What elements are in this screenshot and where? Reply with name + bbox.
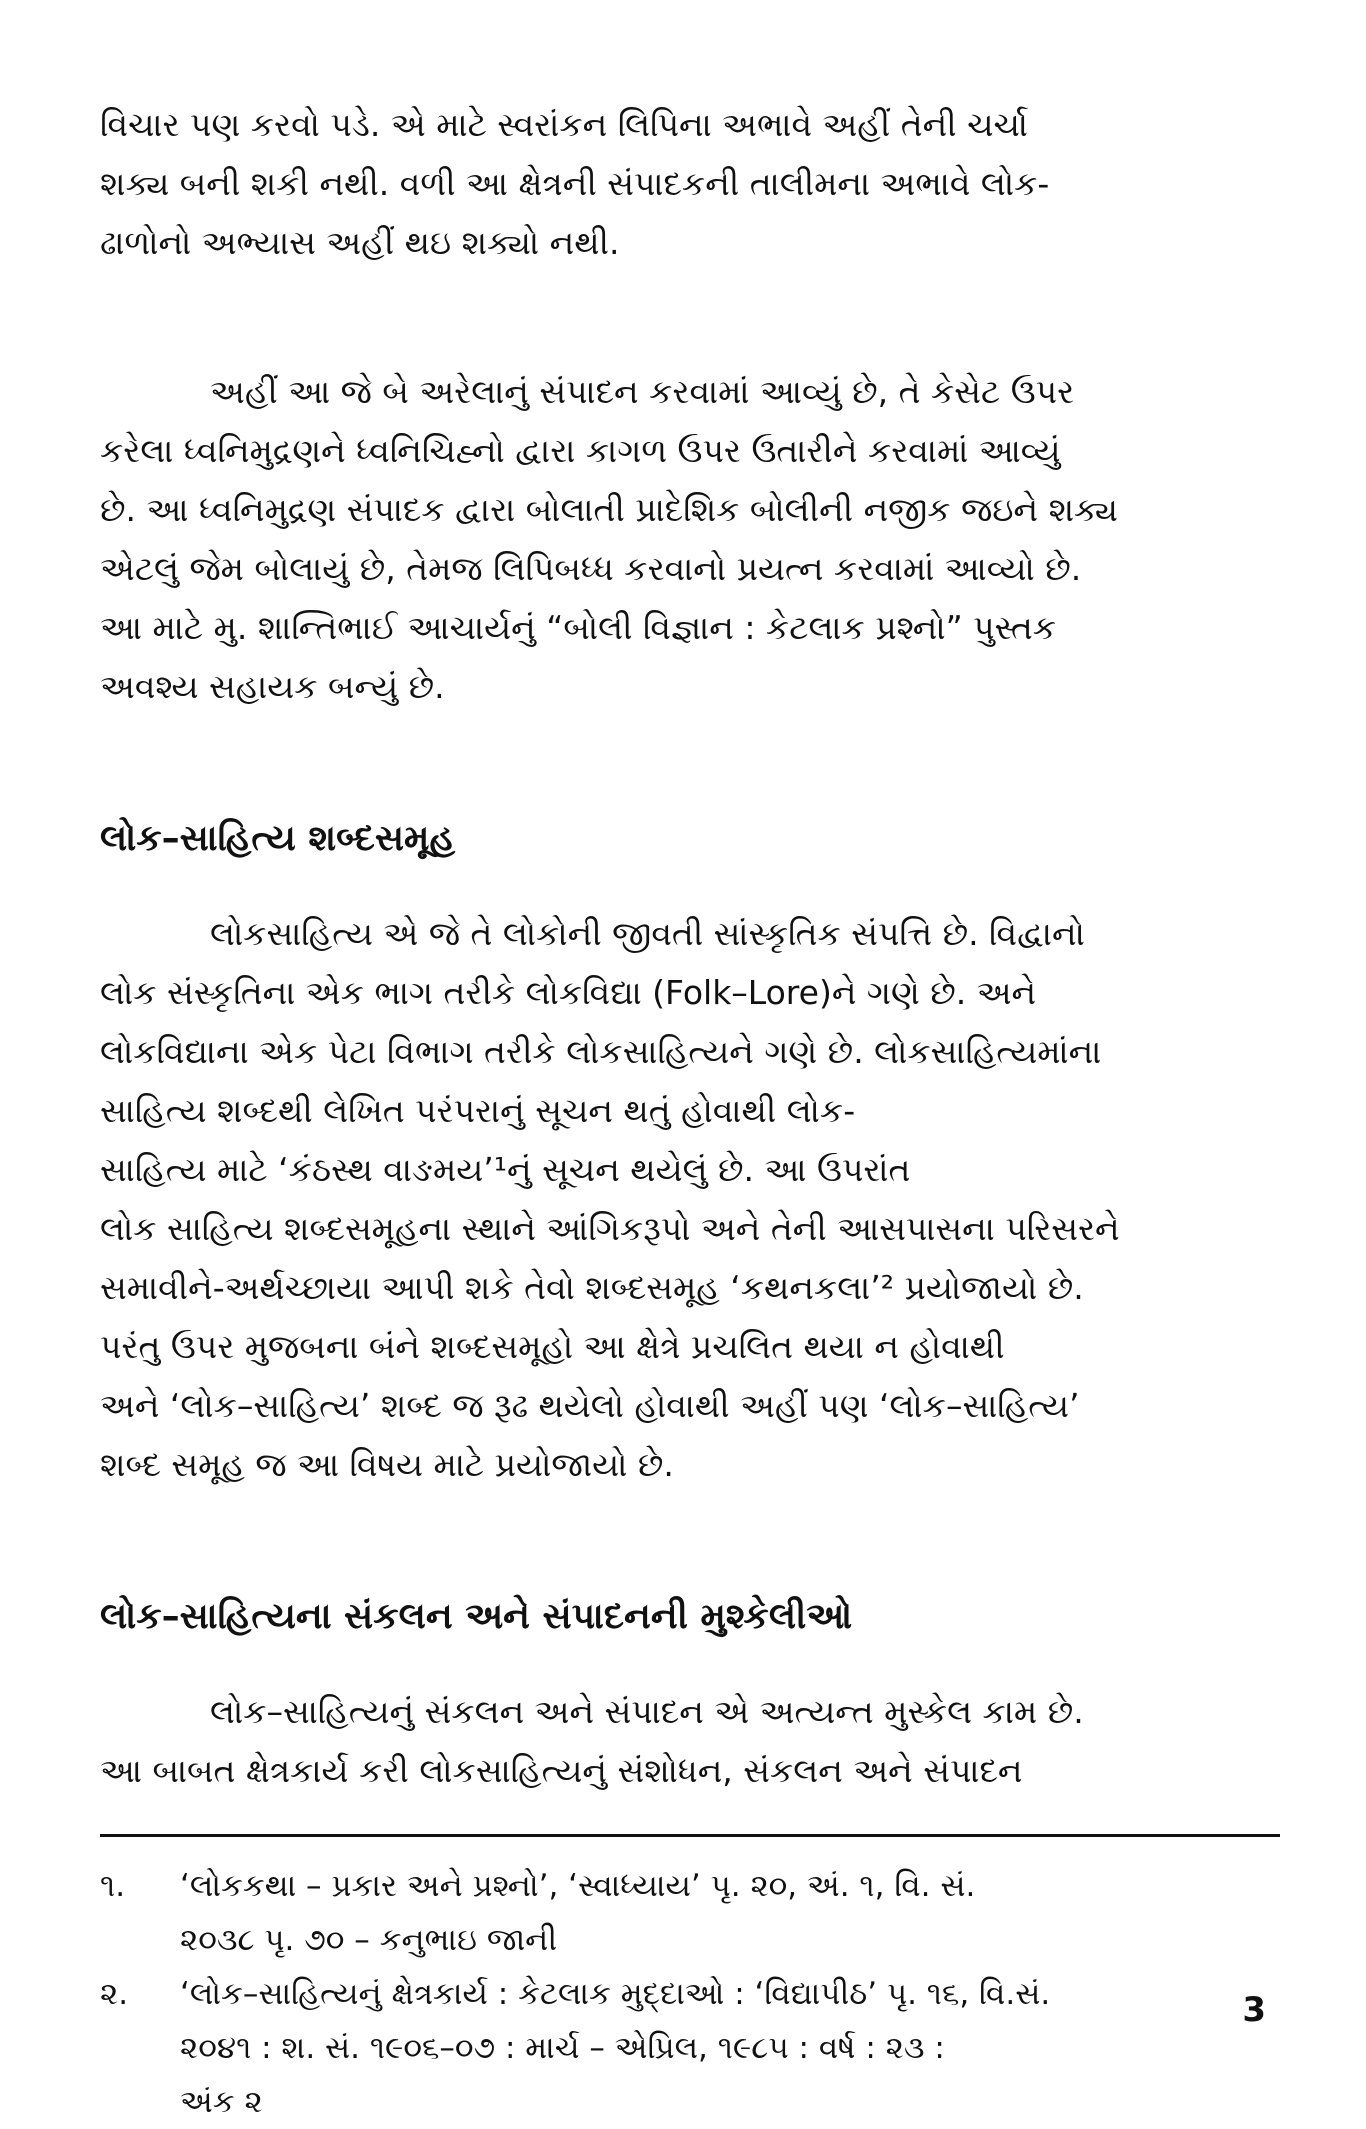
text-line: આ બાબત ક્ષેત્રકાર્ય કરી લોકસાહિત્યનું સંશોધન, સંકલન અને સંપાદન xyxy=(100,1751,1023,1790)
text-line: સાહિત્ય શબ્દથી લેખિત પરંપરાનું સૂચન થતું હોવાથી લોક- xyxy=(100,1091,856,1130)
footnote-2 xyxy=(100,1967,1271,2129)
text-line: શક્ય બની શકી નથી. વળી આ ક્ષેત્રની સંપાદકની તાલીમના અભાવે લોક- xyxy=(100,164,1050,203)
text-line: લોકવિદ્યાના એક પેટા વિભાગ તરીકે લોકસાહિત્યને ગણે છે. લોકસાહિત્યમાંના xyxy=(100,1032,1102,1071)
footnote-line: અંક ૨ xyxy=(180,2084,263,2120)
section-heading-1: લોક–સાહિત્ય શબ્દસમૂહ xyxy=(100,818,456,859)
footnote-line: ‘લોક–સાહિત્યનું ક્ષેત્રકાર્ય : કેટલાક મુદ્દાઓ : ‘વિદ્યાપીઠ’ પૃ. ૧૬, વિ.સં. xyxy=(180,1976,1051,2012)
text-line: પરંતુ ઉપર મુજબના બંને શબ્દસમૂહો આ ક્ષેત્રે પ્રચલિત થયા ન હોવાથી xyxy=(100,1327,1005,1366)
paragraph-second xyxy=(100,362,1271,716)
footnote-line: ૨૦૪૧ : શ. સં. ૧૯૦૬–૦૭ : માર્ચ – એપ્રિલ, ૧૯૮૫ : વર્ષ : ૨૩ : xyxy=(180,2030,945,2066)
text-line: લોકસાહિત્ય એ જે તે લોકોની જીવતી સાંસ્કૃતિક સંપત્તિ છે. વિદ્વાનો xyxy=(210,914,1085,953)
text-line: વિચાર પણ કરવો પડે. એ માટે સ્વરાંકન લિપિના અભાવે અહીં તેની ચર્ચા xyxy=(100,105,1028,144)
text-line: શબ્દ સમૂહ જ આ વિષય માટે પ્રયોજાયો છે. xyxy=(100,1445,674,1484)
footnote-body xyxy=(180,1967,1271,2129)
footnote-number: ૧. xyxy=(100,1868,126,1904)
text-line: છે. આ ધ્વનિમુદ્રણ સંપાદક દ્વારા બોલાતી પ્રાદેશિક બોલીની નજીક જઇને શક્ય xyxy=(100,490,1118,529)
paragraph-third xyxy=(100,904,1271,1494)
text-line: અને ‘લોક–સાહિત્ય’ શબ્દ જ રૂઢ થયેલો હોવાથી અહીં પણ ‘લોક–સાહિત્ય’ xyxy=(100,1386,1080,1425)
footnote-divider xyxy=(100,1834,1280,1837)
paragraph-intro xyxy=(100,95,1271,272)
text-line: લોક સાહિત્ય શબ્દસમૂહના સ્થાને આંગિકરૂપો અને તેની આસપાસના પરિસરને xyxy=(100,1209,1120,1248)
text-line: અવશ્ય સહાયક બન્યું છે. xyxy=(100,667,445,706)
footnote-1 xyxy=(100,1859,1271,1967)
page-number: 3 xyxy=(1242,1990,1266,2030)
text-line: લોક–સાહિત્યનું સંકલન અને સંપાદન એ અત્યન્ત મુસ્કેલ કામ છે. xyxy=(210,1692,1084,1731)
text-line: આ માટે મુ. શાન્તિભાઈ આચાર્યનું “બોલી વિજ્ઞાન : કેટલાક પ્રશ્નો” પુસ્તક xyxy=(100,608,1057,647)
footnote-body xyxy=(180,1859,1271,1967)
paragraph-fourth xyxy=(100,1682,1271,1800)
footnote-line: ૨૦૩૮ પૃ. ૭૦ – કનુભાઇ જાની xyxy=(180,1922,558,1958)
footnote-number: ૨. xyxy=(100,1976,129,2012)
section-heading-2: લોક–સાહિત્યના સંકલન અને સંપાદનની મુશ્કેલીઓ xyxy=(100,1596,853,1637)
text-line: અહીં આ જે બે અરેલાનું સંપાદન કરવામાં આવ્યું છે, તે કેસેટ ઉપર xyxy=(210,372,1075,411)
text-line: એટલું જેમ બોલાયું છે, તેમજ લિપિબધ્ધ કરવાનો પ્રયત્ન કરવામાં આવ્યો છે. xyxy=(100,549,1082,588)
text-line: લોક સંસ્કૃતિના એક ભાગ તરીકે લોકવિદ્યા (Folk–Lore)ને ગણે છે. અને xyxy=(100,973,1037,1012)
text-line: ઢાળોનો અભ્યાસ અહીં થઇ શક્યો નથી. xyxy=(100,223,620,262)
footnote-line: ‘લોકકથા – પ્રકાર અને પ્રશ્નો’, ‘સ્વાધ્યાય’ પૃ. ૨૦, અં. ૧, વિ. સં. xyxy=(180,1868,976,1904)
text-line: સાહિત્ય માટે ‘કંઠસ્થ વાઙમય’¹નું સૂચન થયેલું છે. આ ઉપરાંત xyxy=(100,1150,911,1189)
text-line: કરેલા ધ્વનિમુદ્રણને ધ્વનિચિહ્નો દ્વારા કાગળ ઉપર ઉતારીને કરવામાં આવ્યું xyxy=(100,431,1061,470)
text-line: સમાવીને-અર્થચ્છાયા આપી શકે તેવો શબ્દસમૂહ ‘કથનકલા’² પ્રયોજાયો છે. xyxy=(100,1268,1084,1307)
